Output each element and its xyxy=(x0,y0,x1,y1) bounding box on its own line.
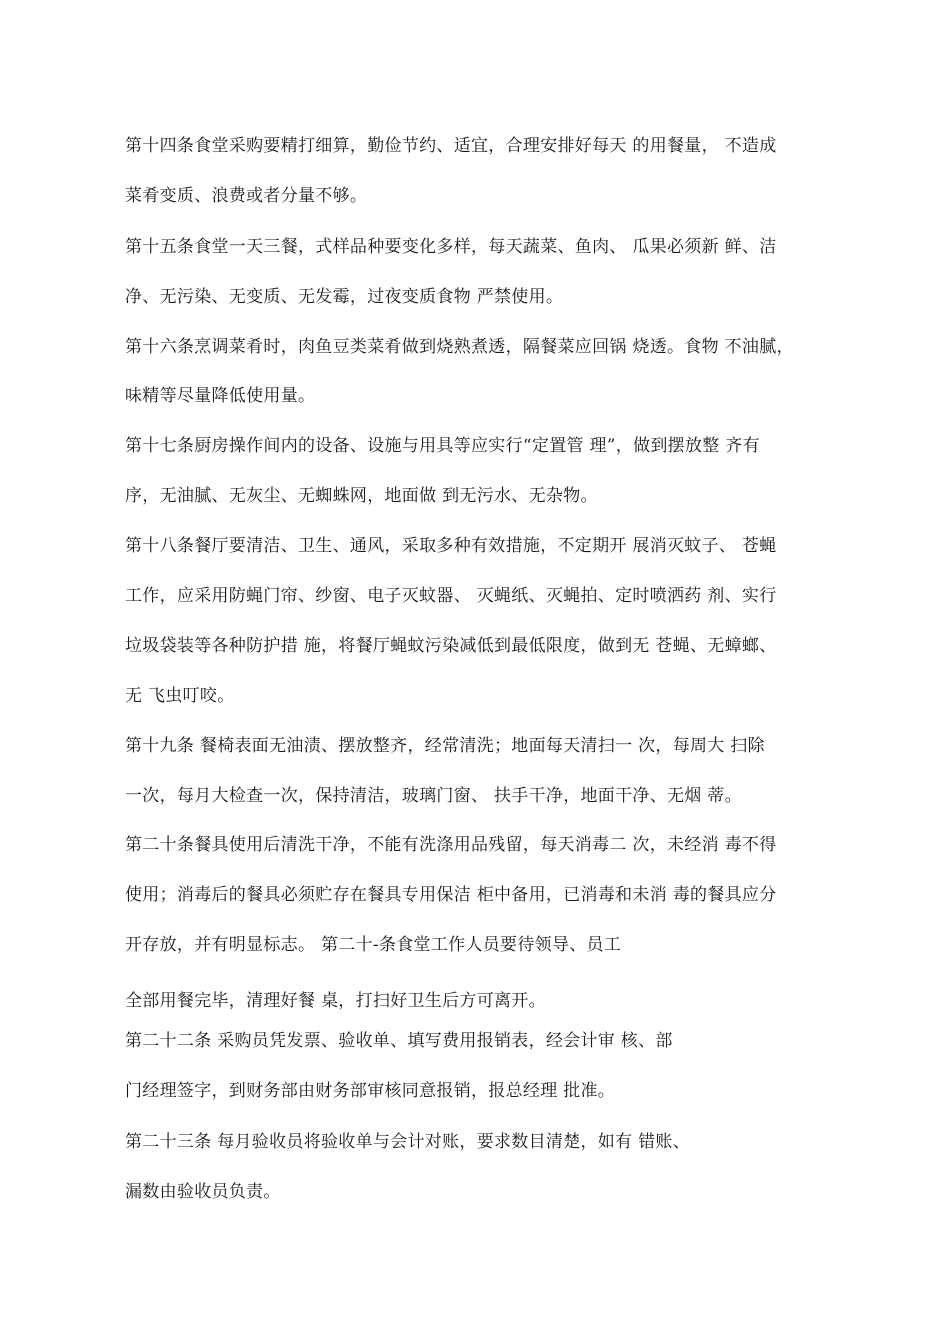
article-18-line-1: 第十八条餐厅要清洁、卫生、通风，采取多种有效措施，不定期开 展消灭蚊子、 苍蝇 xyxy=(125,536,777,556)
article-21-line-2: 全部用餐完毕，清理好餐 桌，打扫好卫生后方可离开。 xyxy=(125,991,546,1011)
article-23-line-1: 第二十三条 每月验收员将验收单与会计对账，要求数目清楚，如有 错账、 xyxy=(125,1132,691,1152)
article-14-line-2: 菜肴变质、浪费或者分量不够。 xyxy=(125,186,368,206)
article-17-line-1: 第十七条厨房操作间内的设备、设施与用具等应实行“定置管 理”，做到摆放整 齐有 xyxy=(125,436,760,456)
article-22-line-1: 第二十二条 采购员凭发票、验收单、填写费用报销表，经会计审 核、部 xyxy=(125,1031,673,1051)
article-23-line-2: 漏数由验收员负责。 xyxy=(125,1182,281,1202)
article-18-line-4: 无 飞虫叮咬。 xyxy=(125,686,235,706)
article-15-line-2: 净、无污染、无变质、无发霉，过夜变质食物 严禁使用。 xyxy=(125,287,564,307)
article-20-line-1: 第二十条餐具使用后清洗干净，不能有洗涤用品残留，每天消毒二 次，未经消 毒不得 xyxy=(125,835,777,855)
article-17-line-2: 序，无油腻、无灰尘、无蜘蛛网，地面做 到无污水、无杂物。 xyxy=(125,486,598,506)
article-16-line-2: 味精等尽量降低使用量。 xyxy=(125,386,316,406)
article-20-21-line: 开存放，并有明显标志。 第二十-条食堂工作人员要待领导、员工 xyxy=(125,935,622,955)
article-19-line-1: 第十九条 餐椅表面无油渍、摆放整齐，经常清洗；地面每天清扫一 次，每周大 扫除 xyxy=(125,736,765,756)
article-16-line-1: 第十六条烹调菜肴时，肉鱼豆类菜肴做到烧熟煮透，隔餐菜应回锅 烧透。食物 不油腻， xyxy=(125,337,794,357)
article-19-line-2: 一次，每月大检查一次，保持清洁，玻璃门窗、 扶手干净，地面干净、无烟 蒂。 xyxy=(125,786,742,806)
article-15-line-1: 第十五条食堂一天三餐，式样品种要变化多样，每天蔬菜、鱼肉、 瓜果必须新 鲜、洁 xyxy=(125,237,777,257)
article-14-line-1: 第十四条食堂采购要精打细算，勤俭节约、适宜，合理安排好每天 的用餐量， 不造成 xyxy=(125,136,777,156)
article-18-line-2: 工作，应采用防蝇门帘、纱窗、电子灭蚊器、 灭蝇纸、灭蝇拍、定时喷洒药 剂、实行 xyxy=(125,586,777,606)
article-22-line-2: 门经理签字，到财务部由财务部审核同意报销，报总经理 批准。 xyxy=(125,1081,616,1101)
article-20-line-2: 使用；消毒后的餐具必须贮存在餐具专用保洁 柜中备用，已消毒和未消 毒的餐具应分 xyxy=(125,885,777,905)
article-18-line-3: 垃圾袋装等各种防护措 施，将餐厅蝇蚊污染减低到最低限度，做到无 苍蝇、无蟑螂、 xyxy=(125,636,777,656)
